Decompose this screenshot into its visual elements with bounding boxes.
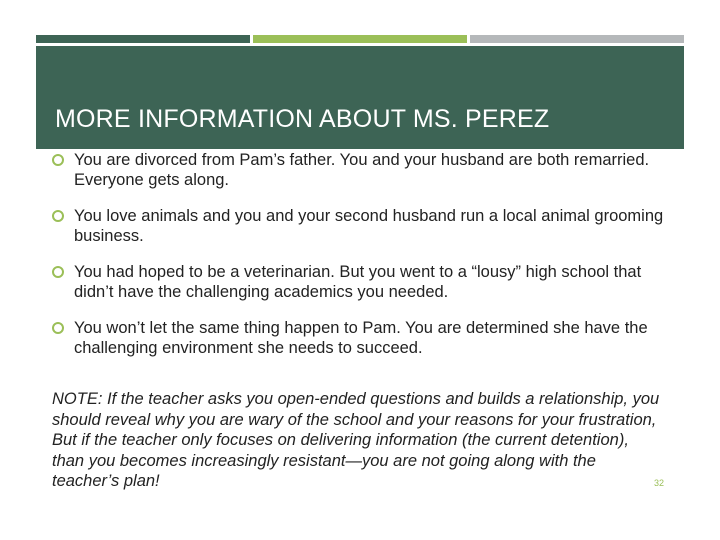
bullet-item <box>52 206 672 246</box>
top-accent-bar-gray <box>470 35 684 43</box>
page-number: 32 <box>654 478 665 488</box>
bullet-text: You had hoped to be a veterinarian. But you went to a “lousy” high school that didn’t have the challenging academics you needed. <box>74 263 642 301</box>
title-banner <box>36 46 684 149</box>
bullet-text: You are divorced from Pam’s father. You and your husband are both remarried. Everyone gets along. <box>74 151 650 189</box>
bullet-item <box>52 150 672 190</box>
bullet-list <box>52 150 672 374</box>
bullet-item <box>52 318 672 358</box>
slide-title: MORE INFORMATION ABOUT MS. PEREZ <box>55 105 550 133</box>
note-paragraph: NOTE: If the teacher asks you open-ended questions and builds a relationship, you should reveal why you are wary of the school and your reasons for your frustration, But if the teacher only focuses on delivering information (the current detention), than you becomes increasingly resistant—you are not going along with the teacher’s plan! <box>52 390 660 490</box>
bullet-circle-icon <box>52 266 64 278</box>
top-accent-bar-dark-green <box>36 35 250 43</box>
bullet-text: You won’t let the same thing happen to Pam. You are determined she have the challenging environment she needs to succeed. <box>74 319 648 357</box>
bullet-circle-icon <box>52 210 64 222</box>
bullet-circle-icon <box>52 322 64 334</box>
top-accent-bar-light-green <box>253 35 467 43</box>
bullet-item <box>52 262 672 302</box>
bullet-text: You love animals and you and your second husband run a local animal grooming business. <box>74 207 664 245</box>
bullet-circle-icon <box>52 154 64 166</box>
